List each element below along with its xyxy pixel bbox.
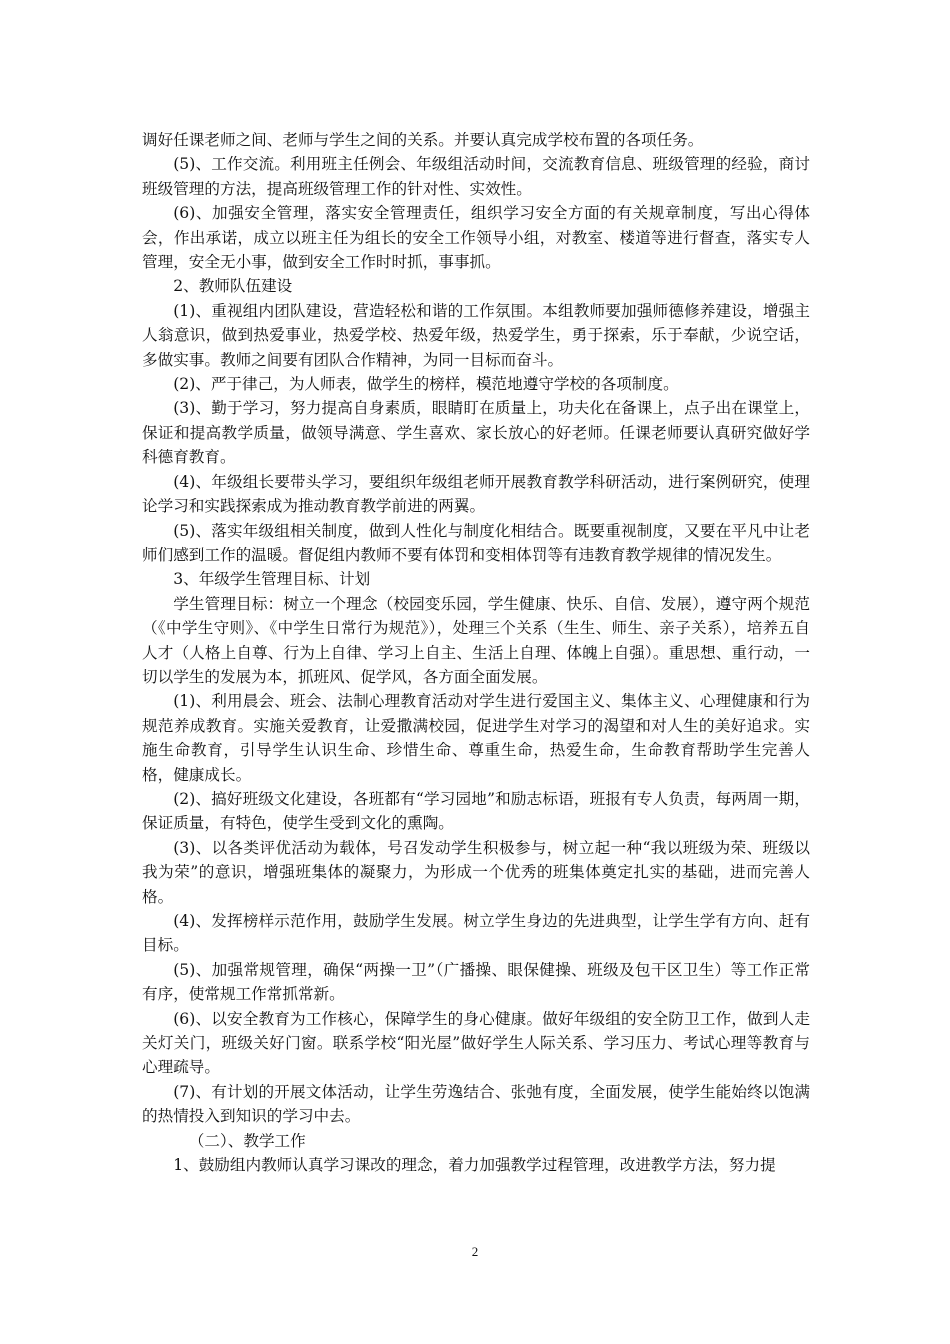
paragraph-safety-education: (6)、以安全教育为工作核心，保障学生的身心健康。做好年级组的安全防卫工作，做到人走关灯关门，班级关好门窗。联系学校“阳光屋”做好学生人际关系、学习压力、考试心理等教育与心理疏导。: [142, 1009, 810, 1077]
paragraph-continuation: 调好任课老师之间、老师与学生之间的关系。并要认真完成学校布置的各项任务。: [142, 131, 704, 149]
paragraph-class-culture: (2)、搞好班级文化建设，各班都有“学习园地”和励志标语，班报有专人负责，每两周一期，保证质量，有特色，使学生受到文化的熏陶。: [142, 789, 810, 833]
document-body: [142, 128, 810, 1177]
paragraph-safety-management: (6)、加强安全管理，落实安全管理责任，组织学习安全方面的有关规章制度，写出心得体会，作出承诺，成立以班主任为组长的安全工作领导小组，对教室、楼道等进行督查，落实专人管理，安全无小事，做到安全工作时时抓，事事抓。: [142, 204, 810, 272]
section-heading-teacher-team: 2、教师队伍建设: [173, 277, 293, 296]
paragraph-group-leader: (4)、年级组长要带头学习，要组织年级组老师开展教育教学科研活动，进行案例研究，使理论学习和实践探索成为推动教育教学前进的两翼。: [142, 472, 810, 516]
paragraph-routine-management: (5)、加强常规管理，确保“两操一卫”（广播操、眼保健操、班级及包干区卫生）等工作正常有序，使常规工作常抓常新。: [142, 960, 810, 1004]
section-heading-teaching-work: （二）、教学工作: [188, 1131, 306, 1150]
paragraph-diligent-study: (3)、勤于学习，努力提高自身素质，眼睛盯在质量上，功夫化在备课上，点子出在课堂上，保证和提高教学质量，做领导满意、学生喜欢、家长放心的好老师。任课老师要认真研究做好学科德育教育。: [142, 399, 810, 467]
paragraph-system-implementation: (5)、落实年级组相关制度，做到人性化与制度化相结合。既要重视制度，又要在平凡中让老师们感到工作的温暖。督促组内教师不要有体罚和变相体罚等有违教育教学规律的情况发生。: [142, 521, 810, 564]
paragraph-curriculum-reform: 1、鼓励组内教师认真学习课改的理念，着力加强教学过程管理，改进教学方法，努力提: [173, 1156, 776, 1175]
paragraph-evaluation-activities: (3)、以各类评优活动为载体，号召发动学生积极参与，树立起一种“我以班级为荣、班级以我为荣”的意识，增强班集体的凝聚力，为形成一个优秀的班集体奠定扎实的基础，进而完善人格。: [142, 838, 810, 906]
paragraph-management-goals: 学生管理目标：树立一个理念（校园变乐园，学生健康、快乐、自信、发展），遵守两个规范（《中学生守则》、《中学生日常行为规范》），处理三个关系（生生、师生、亲子关系），培养五自人才（人格上自尊、行为上自律、学习上自主、生活上自理、体魄上自强）。重思想、重行动，一切以学生的发展为本，抓班风、促学风，各方面全面发展。: [142, 594, 810, 686]
paragraph-sports-activities: (7)、有计划的开展文体活动，让学生劳逸结合、张弛有度，全面发展，使学生能始终以饱满的热情投入到知识的学习中去。: [142, 1082, 810, 1126]
paragraph-team-building: (1)、重视组内团队建设，营造轻松和谐的工作氛围。本组教师要加强师德修养建设，增强主人翁意识，做到热爱事业，热爱学校、热爱年级，热爱学生，勇于探索，乐于奉献，少说空话，多做实事。教师之间要有团队合作精神，为同一目标而奋斗。: [142, 301, 810, 369]
paragraph-work-exchange: (5)、工作交流。利用班主任例会、年级组活动时间，交流教育信息、班级管理的经验，商讨班级管理的方法，提高班级管理工作的针对性、实效性。: [142, 155, 810, 198]
paragraph-morning-meetings: (1)、利用晨会、班会、法制心理教育活动对学生进行爱国主义、集体主义、心理健康和行为规范养成教育。实施关爱教育，让爱撒满校园，促进学生对学习的渴望和对人生的美好追求。实施生命教育，引导学生认识生命、珍惜生命、尊重生命，热爱生命，生命教育帮助学生完善人格，健康成长。: [142, 692, 810, 784]
paragraph-self-discipline: (2)、严于律己，为人师表，做学生的榜样，模范地遵守学校的各项制度。: [173, 375, 679, 394]
section-heading-student-management: 3、年级学生管理目标、计划: [173, 570, 371, 589]
page-number: 2: [471, 1244, 479, 1259]
paragraph-role-models: (4)、发挥榜样示范作用，鼓励学生发展。树立学生身边的先进典型，让学生学有方向、赶有目标。: [142, 912, 810, 955]
